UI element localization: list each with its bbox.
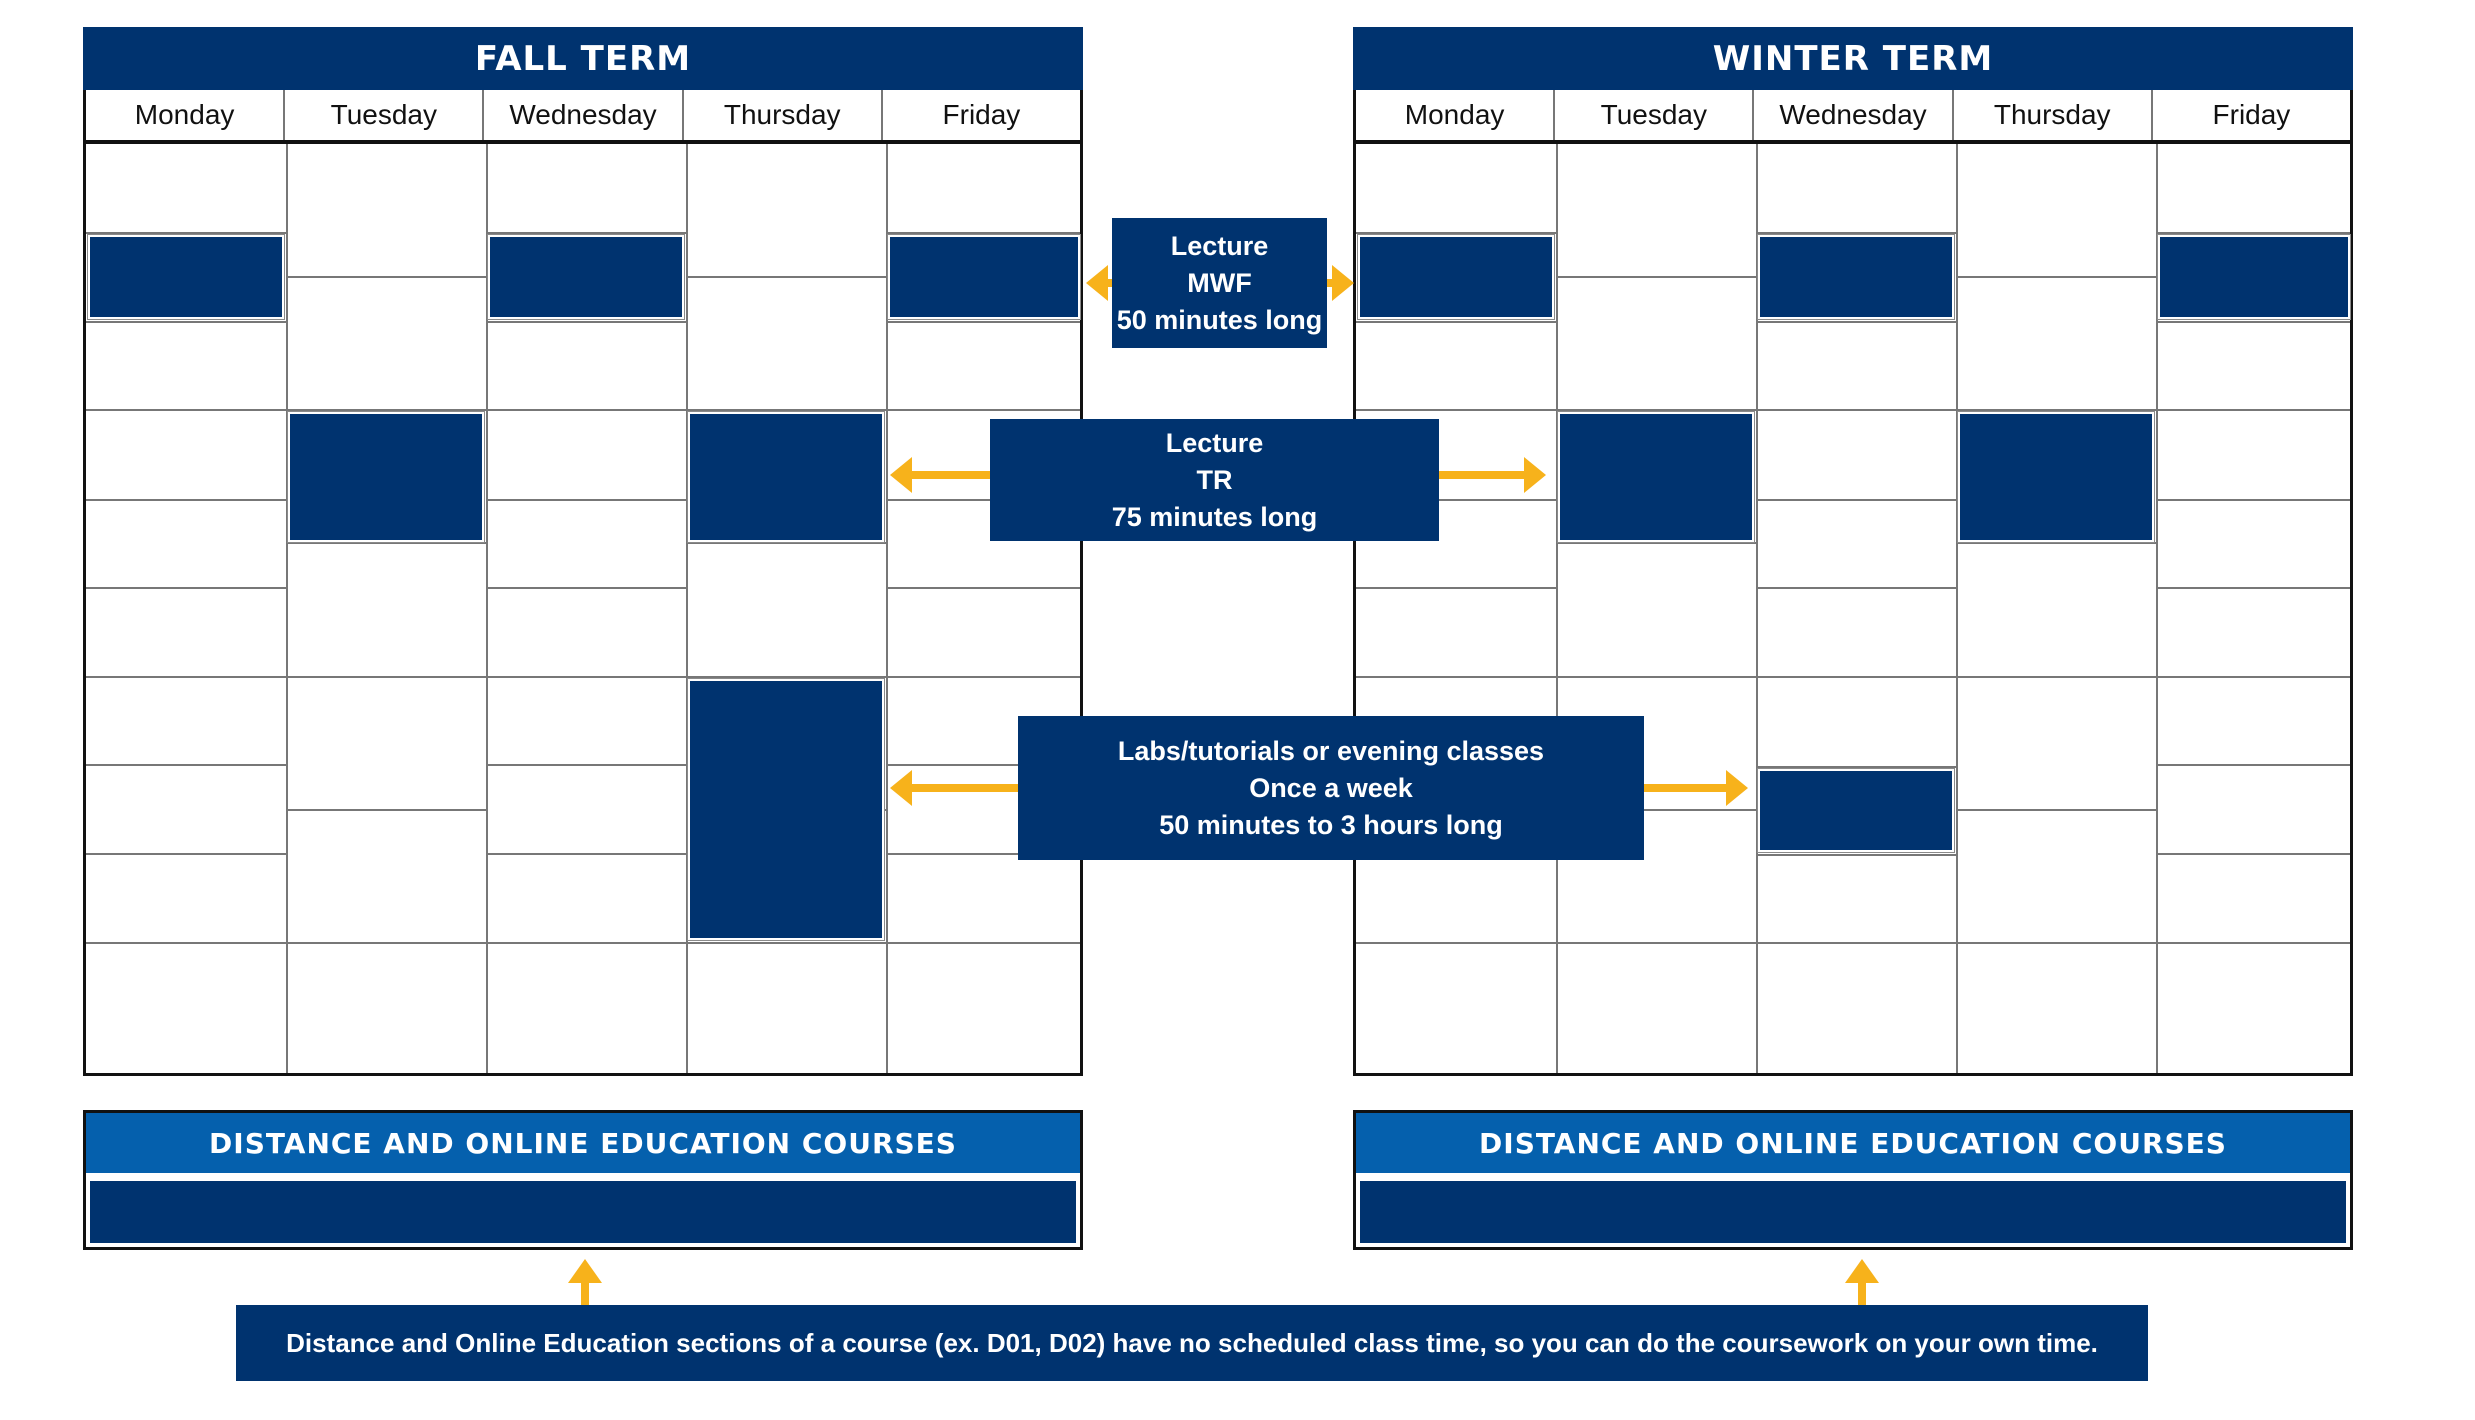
fall-day-wednesday: Wednesday — [484, 90, 683, 140]
labs-callout — [1018, 716, 1644, 860]
winter-monday-lecture-block[interactable] — [1360, 237, 1552, 317]
arrow-up-icon — [1845, 1259, 1879, 1283]
labs-arrow-left-shaft — [905, 784, 1019, 792]
winter-col-friday — [2156, 144, 2350, 1073]
fall-doe-arrow-shaft — [581, 1282, 589, 1306]
winter-doe-header: DISTANCE AND ONLINE EDUCATION COURSES — [1356, 1113, 2350, 1173]
arrow-right-icon — [1332, 265, 1354, 301]
lecture-mwf-callout — [1112, 218, 1327, 348]
winter-schedule-grid — [1353, 144, 2353, 1076]
arrow-left-icon — [890, 457, 912, 493]
arrow-left-icon — [1086, 265, 1108, 301]
labs-arrow-right-shaft — [1643, 784, 1729, 792]
winter-doe-box — [1353, 1110, 2353, 1250]
fall-thursday-lab-block[interactable] — [690, 681, 882, 938]
tr-arrow-left-shaft — [905, 471, 991, 479]
winter-wednesday-lab-block[interactable] — [1760, 771, 1952, 850]
callout-tr-line1: Lecture — [1165, 427, 1264, 458]
winter-wednesday-lecture-block[interactable] — [1760, 237, 1952, 317]
fall-day-friday: Friday — [942, 99, 1021, 130]
arrow-up-icon — [568, 1259, 602, 1283]
arrow-right-icon — [1524, 457, 1546, 493]
winter-col-thursday — [1956, 144, 2158, 1073]
callout-labs-line2: Once a week — [1249, 772, 1413, 803]
winter-doe-arrow-shaft — [1858, 1282, 1866, 1306]
callout-tr-line3: 75 minutes long — [1111, 501, 1318, 532]
fall-thursday-lecture-block[interactable] — [690, 414, 882, 540]
callout-labs-line1: Labs/tutorials or evening classes — [1117, 735, 1545, 766]
fall-day-monday: Monday — [86, 90, 285, 140]
fall-doe-box — [83, 1110, 1083, 1250]
fall-col-monday — [86, 144, 288, 1073]
fall-col-friday — [886, 144, 1080, 1073]
fall-col-tuesday — [286, 144, 488, 1073]
fall-col-wednesday — [486, 144, 688, 1073]
callout-mwf-line1: Lecture — [1170, 230, 1269, 261]
fall-wednesday-lecture-block[interactable] — [490, 237, 682, 317]
fall-schedule-grid — [83, 144, 1083, 1076]
winter-day-header-row — [1353, 90, 2353, 144]
fall-doe-course-block[interactable] — [90, 1181, 1076, 1243]
winter-tuesday-lecture-block[interactable] — [1560, 414, 1752, 540]
winter-term-title: WINTER TERM — [1712, 39, 1994, 79]
fall-monday-lecture-block[interactable] — [90, 237, 282, 317]
lecture-tr-callout — [990, 419, 1439, 541]
winter-day-monday: Monday — [1356, 90, 1555, 140]
callout-mwf-line3: 50 minutes long — [1116, 304, 1323, 335]
callout-mwf-line2: MWF — [1187, 267, 1252, 298]
tr-arrow-right-shaft — [1438, 471, 1528, 479]
winter-col-monday — [1356, 144, 1558, 1073]
fall-day-thursday: Thursday — [684, 90, 883, 140]
callout-tr-line2: TR — [1196, 464, 1233, 495]
winter-day-friday: Friday — [2212, 99, 2291, 130]
winter-friday-lecture-block[interactable] — [2160, 237, 2348, 317]
arrow-right-icon — [1726, 770, 1748, 806]
fall-day-tuesday: Tuesday — [285, 90, 484, 140]
winter-col-tuesday — [1556, 144, 1758, 1073]
winter-day-thursday: Thursday — [1954, 90, 2153, 140]
fall-term-title: FALL TERM — [474, 39, 692, 79]
fall-doe-header: DISTANCE AND ONLINE EDUCATION COURSES — [86, 1113, 1080, 1173]
winter-day-tuesday: Tuesday — [1555, 90, 1754, 140]
winter-day-wednesday: Wednesday — [1754, 90, 1953, 140]
fall-col-thursday — [686, 144, 888, 1073]
fall-day-header-row — [83, 90, 1083, 144]
callout-labs-line3: 50 minutes to 3 hours long — [1159, 809, 1503, 840]
fall-term-header — [83, 27, 1083, 91]
doe-note-box — [236, 1305, 2148, 1381]
fall-tuesday-lecture-block[interactable] — [290, 414, 482, 540]
winter-thursday-lecture-block[interactable] — [1960, 414, 2152, 540]
winter-term-header — [1353, 27, 2353, 91]
winter-col-wednesday — [1756, 144, 1958, 1073]
doe-note-text: Distance and Online Education sections of a course (ex. D01, D02) have no scheduled class time, so you can do the coursework on your own time. — [286, 1327, 2098, 1358]
winter-doe-course-block[interactable] — [1360, 1181, 2346, 1243]
arrow-left-icon — [890, 770, 912, 806]
fall-friday-lecture-block[interactable] — [890, 237, 1078, 317]
